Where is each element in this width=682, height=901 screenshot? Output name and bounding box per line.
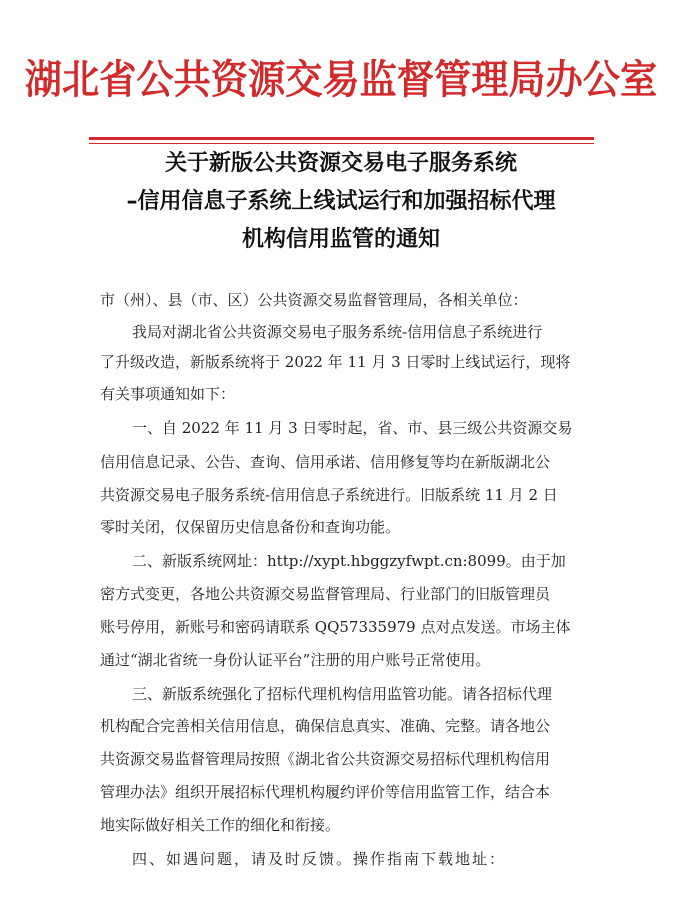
header-red-rule-thick	[89, 137, 594, 140]
paragraph-4-line: 管理办法》组织开展招标代理机构履约评价等信用监管工作，结合本	[100, 783, 551, 801]
paragraph-3-line: 密方式变更，各地公共资源交易监督管理局、行业部门的旧版管理员	[100, 585, 551, 603]
paragraph-5-line: 四、如遇问题，请及时反馈。操作指南下载地址：	[132, 850, 507, 868]
header-red-rule-thin	[89, 143, 594, 144]
paragraph-2-line: 信用信息记录、公告、查询、信用承诺、信用修复等均在新版湖北公	[100, 453, 551, 471]
paragraph-3-line: 二、新版系统网址：http://xypt.hbggzyfwpt.cn:8099。由于加	[132, 552, 566, 570]
salutation: 市（州）、县（市、区）公共资源交易监督管理局，各相关单位：	[100, 291, 528, 309]
notice-title-line-3: 机构信用监管的通知	[241, 227, 440, 252]
paragraph-4-line: 三、新版系统强化了招标代理机构信用监管功能。请各招标代理	[132, 685, 553, 703]
paragraph-2-line: 一、自 2022 年 11 月 3 日零时起，省、市、县三级公共资源交易	[132, 419, 573, 437]
paragraph-1-line: 我局对湖北省公共资源交易电子服务系统-信用信息子系统进行	[132, 323, 543, 341]
paragraph-4-line: 机构配合完善相关信用信息，确保信息真实、准确、完整。请各地公	[100, 717, 551, 735]
paragraph-4-line: 地实际做好相关工作的细化和衔接。	[100, 816, 341, 834]
notice-title-line-2: –信用信息子系统上线试运行和加强招标代理	[126, 189, 556, 214]
paragraph-3-line: 账号停用，新账号和密码请联系 QQ57335979 点对点发送。市场主体	[100, 618, 571, 636]
notice-title-line-1: 关于新版公共资源交易电子服务系统	[164, 151, 517, 176]
paragraph-2-line: 共资源交易电子服务系统-信用信息子系统进行。旧版系统 11 月 2 日	[100, 486, 558, 504]
paragraph-3-line: 通过“湖北省统一身份认证平台”注册的用户账号正常使用。	[100, 651, 491, 669]
paragraph-1-line: 了升级改造，新版系统将于 2022 年 11 月 3 日零时上线试运行，现将	[100, 353, 571, 371]
paragraph-1-line: 有关事项通知如下：	[100, 385, 236, 403]
paragraph-4-line: 共资源交易监督管理局按照《湖北省公共资源交易招标代理机构信用	[100, 750, 551, 768]
issuing-office-header: 湖北省公共资源交易监督管理局办公室	[24, 56, 658, 103]
paragraph-2-line: 零时关闭，仅保留历史信息备份和查询功能。	[100, 518, 401, 536]
